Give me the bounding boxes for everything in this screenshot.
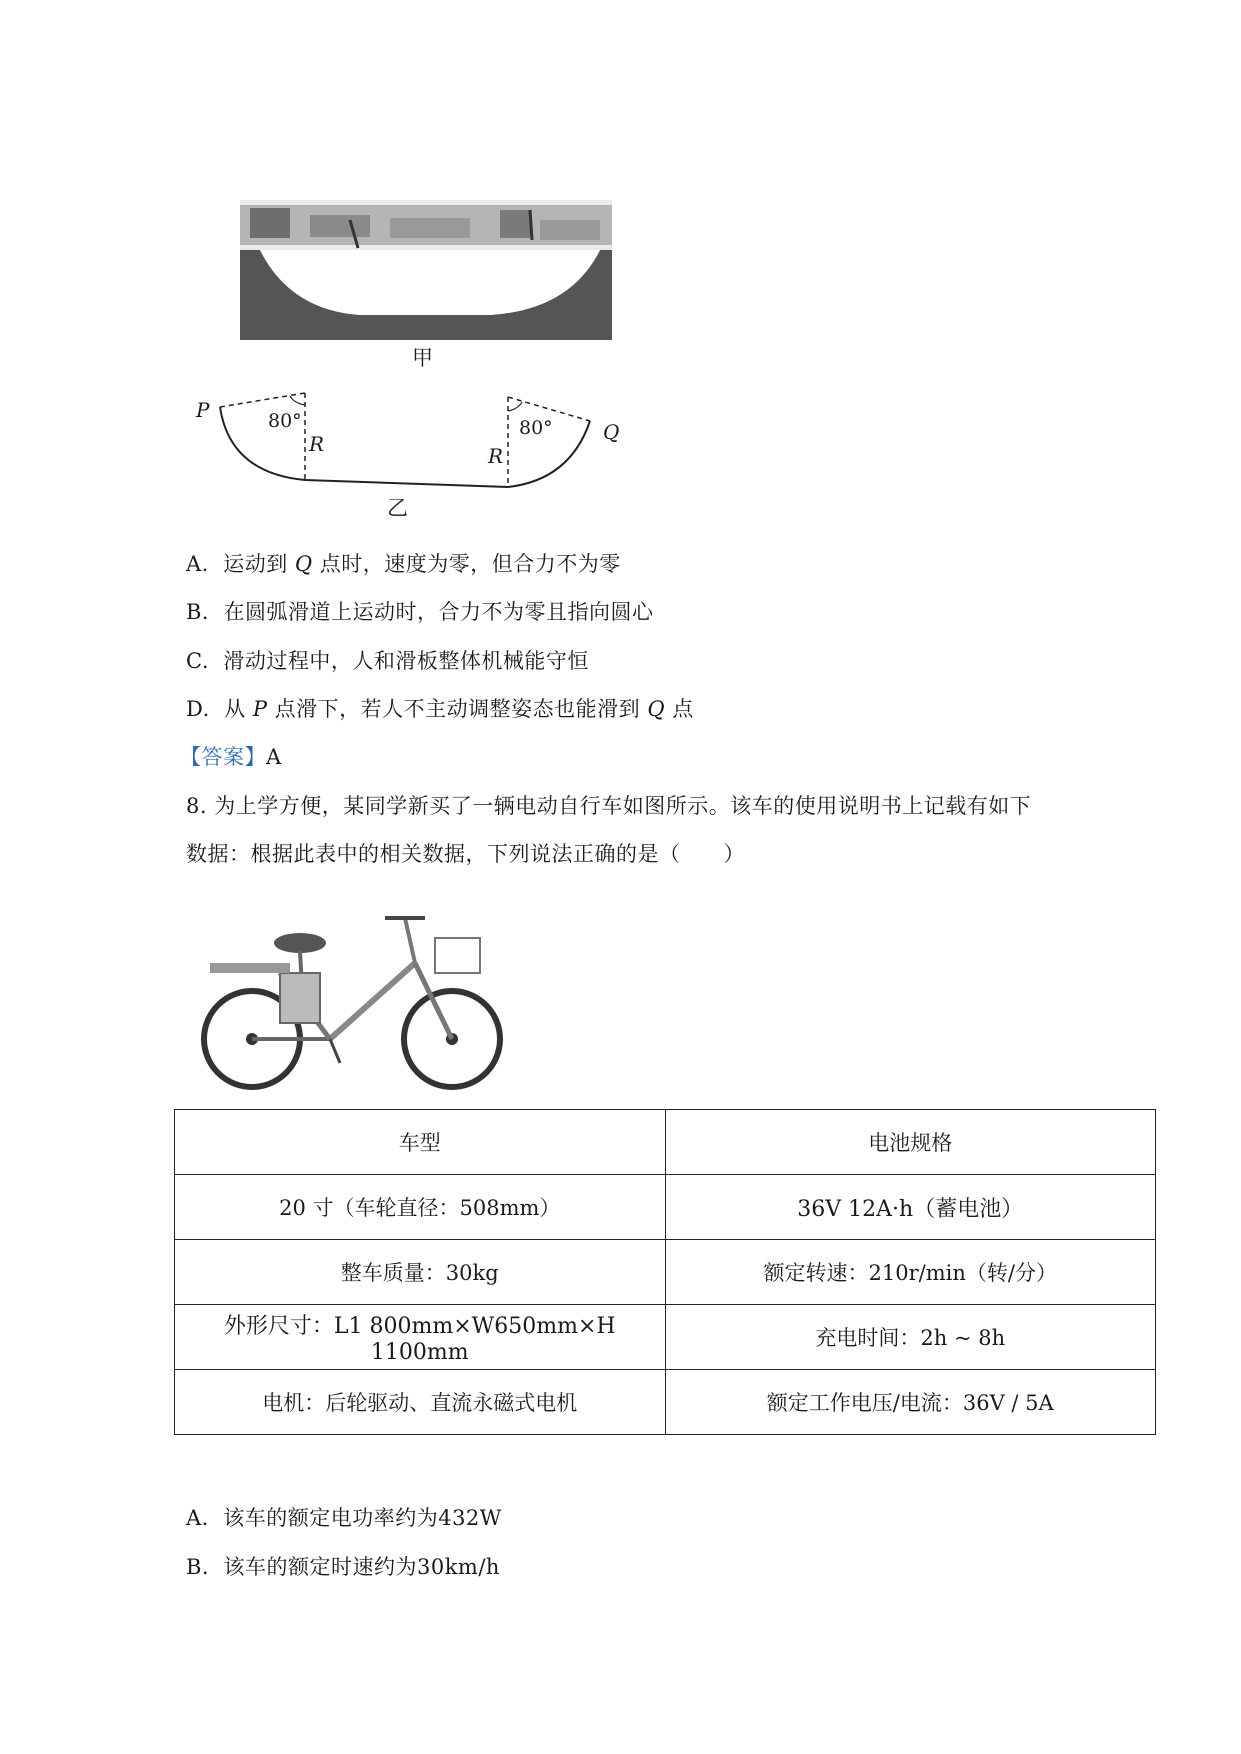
- q8-stem-line1: 8. 为上学方便，某同学新买了一辆电动自行车如图所示。该车的使用说明书上记载有如下: [186, 794, 1032, 818]
- option-letter: B.: [186, 600, 210, 624]
- table-row: [175, 1175, 1156, 1240]
- table-cell: 车型: [175, 1110, 666, 1175]
- table-row: [175, 1305, 1156, 1370]
- electric-bicycle-illustration: [190, 893, 510, 1093]
- track-diagram: [190, 385, 630, 495]
- q7-option-d: D. 从 P 点滑下，若人不主动调整姿态也能滑到 Q 点: [186, 697, 694, 721]
- table-cell: 整车质量：30kg: [175, 1240, 666, 1305]
- q8-option-b: B. 该车的额定时速约为30km/h: [186, 1555, 500, 1579]
- q7-option-c: C. 滑动过程中，人和滑板整体机械能守恒: [186, 649, 589, 673]
- q8-option-a: A. 该车的额定电功率约为432W: [186, 1506, 502, 1530]
- option-letter: A.: [186, 1506, 209, 1530]
- table-cell: 外形尺寸：L1 800mm×W650mm×H 1100mm: [175, 1305, 666, 1370]
- table-row: [175, 1370, 1156, 1435]
- table-row: [175, 1110, 1156, 1175]
- option-letter: C.: [186, 649, 209, 673]
- spec-table: [174, 1109, 1156, 1435]
- table-cell: 20 寸（车轮直径：508mm）: [175, 1175, 666, 1240]
- q8-stem-line2: 数据：根据此表中的相关数据，下列说法正确的是（ ）: [186, 842, 745, 866]
- table-cell: 额定工作电压/电流：36V / 5A: [665, 1370, 1156, 1435]
- q7-answer: [180, 741, 282, 771]
- option-letter: A.: [186, 552, 209, 576]
- table-cell: 36V 12A·h（蓄电池）: [665, 1175, 1156, 1240]
- table-row: [175, 1240, 1156, 1305]
- radius-right-label: R: [488, 444, 504, 468]
- angle-right-label: 80°: [519, 417, 553, 439]
- figure-jia-photo: [240, 200, 612, 340]
- label-p: P: [196, 398, 210, 422]
- table-cell: 额定转速：210r/min（转/分）: [665, 1240, 1156, 1305]
- angle-left-label: 80°: [268, 410, 302, 432]
- skate-bowl-photo: [240, 200, 612, 340]
- table-cell: 电机：后轮驱动、直流永磁式电机: [175, 1370, 666, 1435]
- bicycle-photo: [190, 893, 510, 1093]
- figure-jia-caption: 甲: [412, 346, 433, 370]
- figure-yi-diagram: [190, 385, 630, 495]
- table-cell: 充电时间：2h ~ 8h: [665, 1305, 1156, 1370]
- label-q: Q: [603, 420, 620, 444]
- option-letter: D.: [186, 697, 210, 721]
- q7-option-a: A. 运动到 Q 点时，速度为零，但合力不为零: [186, 552, 621, 576]
- option-letter: B.: [186, 1555, 210, 1579]
- answer-value: A: [266, 745, 282, 769]
- radius-left-label: R: [309, 432, 325, 456]
- answer-tag: 【答案】: [180, 745, 266, 769]
- q7-option-b: B. 在圆弧滑道上运动时，合力不为零且指向圆心: [186, 600, 654, 624]
- table-cell: 电池规格: [665, 1110, 1156, 1175]
- figure-yi-caption: 乙: [387, 496, 408, 520]
